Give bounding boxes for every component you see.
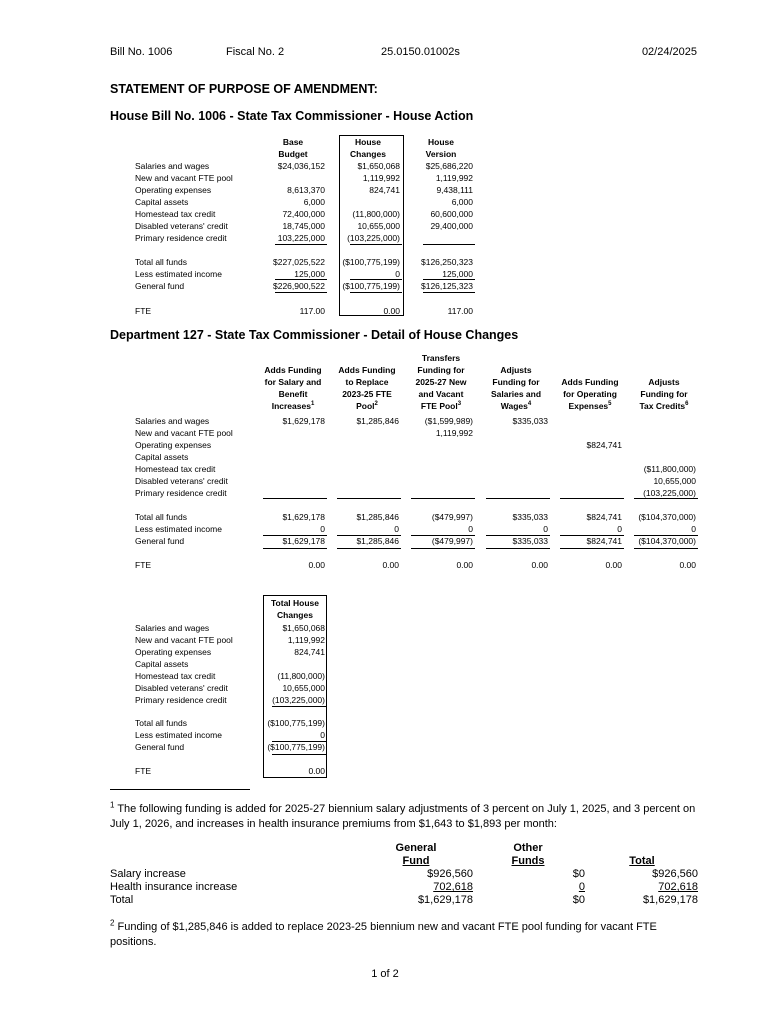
column-underline [634,498,698,499]
section2-col-header: FTE Pool$^3$ [420,401,462,411]
row-label: FTE [135,560,152,570]
cell-value: 29,400,000 [430,221,473,231]
cell-value: 0 [468,524,473,534]
section2-col-header: Funding for [640,389,688,399]
row-label: Salaries and wages [135,623,210,633]
column-underline [486,498,550,499]
cell-value: 125,000 [442,269,473,279]
fn-cell-other: $0 [572,868,585,880]
cell-value: $335,033 [512,512,548,522]
row-label: Less estimated income [135,269,222,279]
cell-value: 0 [617,524,622,534]
section1-title: House Bill No. 1006 - State Tax Commissioner - House Action [110,109,474,123]
section2-col-header: Adds Funding [561,377,619,387]
row-label: New and vacant FTE pool [135,173,233,183]
cell-value: 60,600,000 [430,209,473,219]
cell-value: ($11,800,000) [643,464,696,474]
cell-value: (103,225,000) [272,695,325,705]
cell-value: 0.00 [383,306,400,316]
fn-cell-general: $926,560 [427,868,473,880]
cell-value: $824,741 [586,512,622,522]
row-label: Disabled veterans' credit [135,476,228,486]
section2-col-header: Adjusts [500,365,532,375]
row-label: Primary residence credit [135,695,227,705]
section2-col-header: Increases$^1$ [271,401,315,411]
fn-row-label: Health insurance increase [110,881,238,893]
column-underline [350,279,402,280]
fiscal-number: Fiscal No. 2 [226,46,285,58]
row-label: New and vacant FTE pool [135,428,233,438]
row-label: Homestead tax credit [135,209,216,219]
column-underline [263,535,327,536]
cell-value: ($104,370,000) [638,536,696,546]
cell-value: 0.00 [605,560,622,570]
column-underline [423,279,475,280]
cell-value: $1,285,846 [356,512,399,522]
cell-value: 0.00 [456,560,473,570]
column-underline [337,548,401,549]
cell-value: ($104,370,000) [638,512,696,522]
column-underline [486,535,550,536]
section2-col-header: Benefit [278,389,308,399]
row-label: FTE [135,306,152,316]
row-label: Capital assets [135,659,189,669]
row-label: Disabled veterans' credit [135,221,228,231]
cell-value: $824,741 [586,536,622,546]
column-underline [263,498,327,499]
footnote-1: $^1$ The following funding is added for 2025-27 biennium salary adjustments of 3 percent on July 1, 2025, and 3 percent on July 1, 2026, and increases in health insurance premiums from $1,643 to $1,893 per month: [110,800,696,830]
section3-col-header: Changes [277,610,313,620]
cell-value: ($1,599,989) [424,416,473,426]
row-label: Less estimated income [135,730,222,740]
cell-value: $1,650,068 [282,623,325,633]
column-underline [560,498,624,499]
column-underline [272,741,326,742]
row-label: General fund [135,281,185,291]
row-label: Primary residence credit [135,488,227,498]
column-underline [275,292,327,293]
cell-value: $1,285,846 [356,536,399,546]
column-underline [337,498,401,499]
document-date: 02/24/2025 [641,46,697,58]
row-label: Primary residence credit [135,233,227,243]
cell-value: 18,745,000 [282,221,325,231]
section1-col-header: Version [425,149,457,159]
cell-value: 10,655,000 [357,221,400,231]
cell-value: ($479,997) [431,512,473,522]
row-label: Salaries and wages [135,161,210,171]
row-label: Disabled veterans' credit [135,683,228,693]
cell-value: $1,285,846 [356,416,399,426]
column-underline [350,292,402,293]
column-underline [337,535,401,536]
cell-value: 1,119,992 [287,635,325,645]
section1-col-header: House [428,137,454,147]
row-label: New and vacant FTE pool [135,635,233,645]
cell-value: $24,036,152 [277,161,325,171]
cell-value: 10,655,000 [282,683,325,693]
cell-value: ($100,775,199) [342,257,400,267]
cell-value: 0.00 [308,560,325,570]
cell-value: $1,650,068 [357,161,400,171]
cell-value: 1,119,992 [362,173,400,183]
footnote-separator [110,789,250,790]
cell-value: 0 [320,524,325,534]
section2-col-header: for Salary and [264,377,322,387]
column-underline [275,244,327,245]
row-label: Total all funds [135,512,187,522]
section3-col-header: Total House [270,598,319,608]
column-underline [634,548,698,549]
column-underline [560,535,624,536]
row-label: Salaries and wages [135,416,210,426]
statement-title: STATEMENT OF PURPOSE OF AMENDMENT: [110,82,378,96]
row-label: Operating expenses [135,185,212,195]
cell-value: 0 [394,524,399,534]
fn-row-label: Total [110,894,134,906]
section2-col-header: Wages$^4$ [500,401,532,411]
section2-col-header: Adds Funding [338,365,396,375]
cell-value: $25,686,220 [425,161,473,171]
cell-value: 1,119,992 [435,428,473,438]
column-underline [275,279,327,280]
fn-cell-other: $0 [572,894,585,906]
cell-value: 1,119,992 [435,173,473,183]
section1-col-header: Changes [350,149,386,159]
cell-value: 8,613,370 [287,185,325,195]
cell-value: $335,033 [512,416,548,426]
cell-value: $126,250,323 [421,257,473,267]
fn-header-other: Funds [511,855,545,867]
page-number: 1 of 2 [371,968,399,980]
cell-value: ($100,775,199) [267,742,325,752]
cell-value: 103,225,000 [277,233,325,243]
row-label: Homestead tax credit [135,464,216,474]
cell-value: ($100,775,199) [267,718,325,728]
section1-col-header: Budget [278,149,308,159]
cell-value: $1,629,178 [282,512,325,522]
section2-col-header: Expenses$^5$ [568,401,612,411]
column-underline [411,535,475,536]
section2-col-header: Funding for [417,365,465,375]
column-underline [272,706,326,707]
row-label: Operating expenses [135,647,212,657]
cell-value: ($479,997) [431,536,473,546]
section2-col-header: Adds Funding [264,365,322,375]
column-underline [423,244,475,245]
cell-value: 0 [543,524,548,534]
row-label: Operating expenses [135,440,212,450]
section2-col-header: 2023-25 FTE [342,389,392,399]
row-label: General fund [135,742,185,752]
row-label: Total all funds [135,718,187,728]
cell-value: ($100,775,199) [342,281,400,291]
row-label: Homestead tax credit [135,671,216,681]
fn-cell-total: $926,560 [652,868,698,880]
column-underline [263,548,327,549]
cell-value: $824,741 [586,440,622,450]
section2-col-header: Funding for [492,377,540,387]
fn-row-label: Salary increase [110,868,186,880]
footnote-2: $^2$ Funding of $1,285,846 is added to replace 2023-25 biennium new and vacant FTE pool funding for vacant FTE positions. [110,918,657,948]
row-label: General fund [135,536,185,546]
cell-value: (11,800,000) [277,671,325,681]
section2-col-header: Salaries and [490,389,542,399]
cell-value: 0.00 [382,560,399,570]
fn-header-total: Total [629,855,655,867]
column-underline [350,244,402,245]
fn-cell-other: 0 [578,881,585,893]
cell-value: 117.00 [447,306,473,316]
section2-col-header: Adjusts [648,377,680,387]
cell-value: (103,225,000) [643,488,696,498]
row-label: FTE [135,766,152,776]
row-label: Total all funds [135,257,187,267]
cell-value: (11,800,000) [352,209,400,219]
section2-col-header: Transfers [421,353,461,363]
column-underline [423,292,475,293]
cell-value: $1,629,178 [282,536,325,546]
cell-value: 0 [395,269,400,279]
cell-value: (103,225,000) [347,233,400,243]
column-underline [272,754,326,755]
bill-number: Bill No. 1006 [110,46,173,58]
cell-value: 0 [320,730,325,740]
cell-value: 6,000 [451,197,473,207]
section2-col-header: 2025-27 New [415,377,467,387]
cell-value: 0 [691,524,696,534]
cell-value: 824,741 [369,185,400,195]
cell-value: 0.00 [308,766,325,776]
cell-value: 117.00 [299,306,325,316]
cell-value: 10,655,000 [653,476,696,486]
cell-value: $335,033 [512,536,548,546]
document-code: 25.0150.01002s [381,46,460,58]
fn-header-general: Fund [402,855,430,867]
row-label: Capital assets [135,452,189,462]
section1-col-header: Base [282,137,304,147]
section2-col-header: Pool$^2$ [356,401,378,411]
cell-value: 125,000 [294,269,325,279]
fn-header-other: Other [513,842,543,854]
section2-col-header: and Vacant [418,389,464,399]
section1-col-header: House [355,137,381,147]
column-underline [486,548,550,549]
cell-value: 824,741 [294,647,325,657]
section2-col-header: to Replace [345,377,389,387]
column-underline [560,548,624,549]
cell-value: $227,025,522 [273,257,325,267]
cell-value: 0.00 [531,560,548,570]
fn-cell-total: 702,618 [658,881,698,893]
column-underline [411,498,475,499]
column-underline [634,535,698,536]
row-label: Capital assets [135,197,189,207]
row-label: Less estimated income [135,524,222,534]
cell-value: 72,400,000 [282,209,325,219]
section2-col-header: Tax Credits$^6$ [639,401,689,411]
cell-value: $126,125,323 [421,281,473,291]
fn-header-general: General [395,842,437,854]
section2-col-header: for Operating [563,389,617,399]
fn-cell-total: $1,629,178 [642,894,698,906]
fn-cell-general: 702,618 [433,881,473,893]
fn-cell-general: $1,629,178 [417,894,473,906]
cell-value: 0.00 [679,560,696,570]
cell-value: 9,438,111 [436,185,473,195]
cell-value: 6,000 [303,197,325,207]
section2-title: Department 127 - State Tax Commissioner - Detail of House Changes [110,328,519,342]
cell-value: $1,629,178 [282,416,325,426]
cell-value: $226,900,522 [273,281,325,291]
column-underline [411,548,475,549]
